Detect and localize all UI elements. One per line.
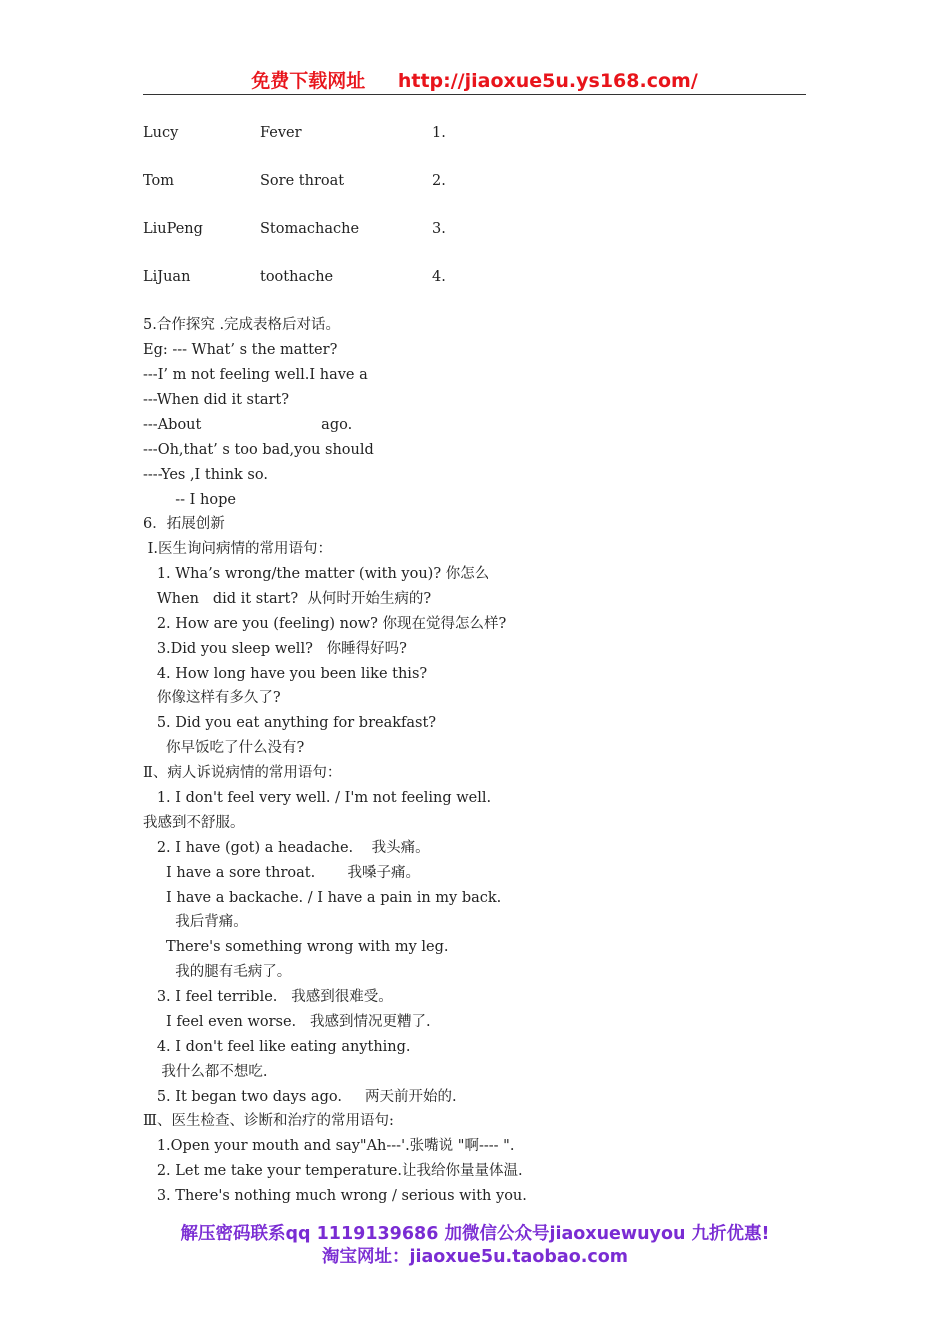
table-cell-name: LiJuan — [143, 269, 191, 285]
phrase-line: 我的腿有毛病了。 — [143, 964, 292, 980]
dialogue-line: ---I’ m not feeling well.I have a — [143, 367, 368, 383]
header-rule — [143, 94, 806, 95]
subsection-heading: Ⅱ、病人诉说病情的常用语句： — [143, 765, 342, 781]
phrase-line: 4. I don't feel like eating anything. — [143, 1039, 411, 1055]
phrase-line: I have a backache. / I have a pain in my back. — [143, 890, 502, 906]
table-cell-name: Lucy — [143, 125, 179, 141]
phrase-line: 1. Wha’s wrong/the matter (with you)? 你怎么 — [143, 566, 490, 582]
dialogue-line: -- I hope — [143, 492, 236, 508]
header-url[interactable]: http://jiaoxue5u.ys168.com/ — [397, 70, 698, 92]
phrase-line: 3. I feel terrible. 我感到很难受。 — [143, 989, 393, 1005]
phrase-line: 1.Open your mouth and say"Ah---'.张嘴说 "啊---- ". — [143, 1138, 515, 1154]
phrase-line: 5. Did you eat anything for breakfast? — [143, 715, 437, 731]
phrase-line: 5. It began two days ago. 两天前开始的. — [143, 1089, 457, 1105]
dialogue-line: ----Yes ,I think so. — [143, 467, 268, 483]
phrase-line: 我感到不舒服。 — [143, 815, 245, 831]
table-cell-illness: toothache — [260, 269, 334, 285]
phrase-line: 2. Let me take your temperature.让我给你量量体温. — [143, 1163, 523, 1179]
phrase-line: There's something wrong with my leg. — [143, 939, 449, 955]
table-cell-number: 4. — [432, 269, 446, 285]
phrase-line: 3.Did you sleep well? 你睡得好吗? — [143, 641, 407, 657]
table-cell-number: 1. — [432, 125, 446, 141]
phrase-line: 2. How are you (feeling) now? 你现在觉得怎么样? — [143, 616, 507, 632]
phrase-line: 我什么都不想吃. — [143, 1064, 268, 1080]
phrase-line: I have a sore throat. 我嗓子痛。 — [143, 865, 420, 881]
header-banner — [143, 66, 806, 93]
table-cell-illness: Stomachache — [260, 221, 360, 237]
phrase-line: When did it start? 从何时开始生病的? — [143, 591, 432, 607]
dialogue-line: Eg: --- What’ s the matter? — [143, 342, 338, 358]
phrase-line: 你像这样有多久了? — [143, 690, 281, 706]
table-cell-number: 2. — [432, 173, 446, 189]
phrase-line: 我后背痛。 — [143, 914, 248, 930]
dialogue-line: ---About ago. — [143, 417, 353, 433]
header-title: 免费下载网址 — [251, 70, 366, 92]
phrase-line: I feel even worse. 我感到情况更糟了. — [143, 1014, 431, 1030]
footer-shop-url[interactable]: 淘宝网址：jiaoxue5u.taobao.com — [321, 1247, 629, 1267]
table-cell-name: Tom — [143, 173, 175, 189]
table-cell-number: 3. — [432, 221, 446, 237]
phrase-line: 2. I have (got) a headache. 我头痛。 — [143, 840, 430, 856]
table-cell-illness: Sore throat — [260, 173, 345, 189]
subsection-heading: Ⅲ、医生检查、诊断和治疗的常用语句: — [143, 1113, 394, 1129]
table-cell-illness: Fever — [260, 125, 302, 141]
phrase-line: 1. I don't feel very well. / I'm not feeling well. — [143, 790, 492, 806]
dialogue-line: ---Oh,that’ s too bad,you should — [143, 442, 374, 458]
phrase-line: 你早饭吃了什么没有? — [143, 740, 305, 756]
section-5-heading: 5.合作探究 .完成表格后对话。 — [143, 317, 341, 333]
footer-contact: 解压密码联系qq 1119139686 加微信公众号jiaoxuewuyou 九折优惠! — [180, 1224, 770, 1244]
table-cell-name: LiuPeng — [143, 221, 203, 237]
section-6-heading: 6．拓展创新 — [143, 516, 225, 532]
subsection-heading: Ⅰ.医生询问病情的常用语句： — [143, 541, 332, 557]
dialogue-line: ---When did it start? — [143, 392, 290, 408]
phrase-line: 3. There's nothing much wrong / serious with you. — [143, 1188, 527, 1204]
phrase-line: 4. How long have you been like this? — [143, 666, 428, 682]
